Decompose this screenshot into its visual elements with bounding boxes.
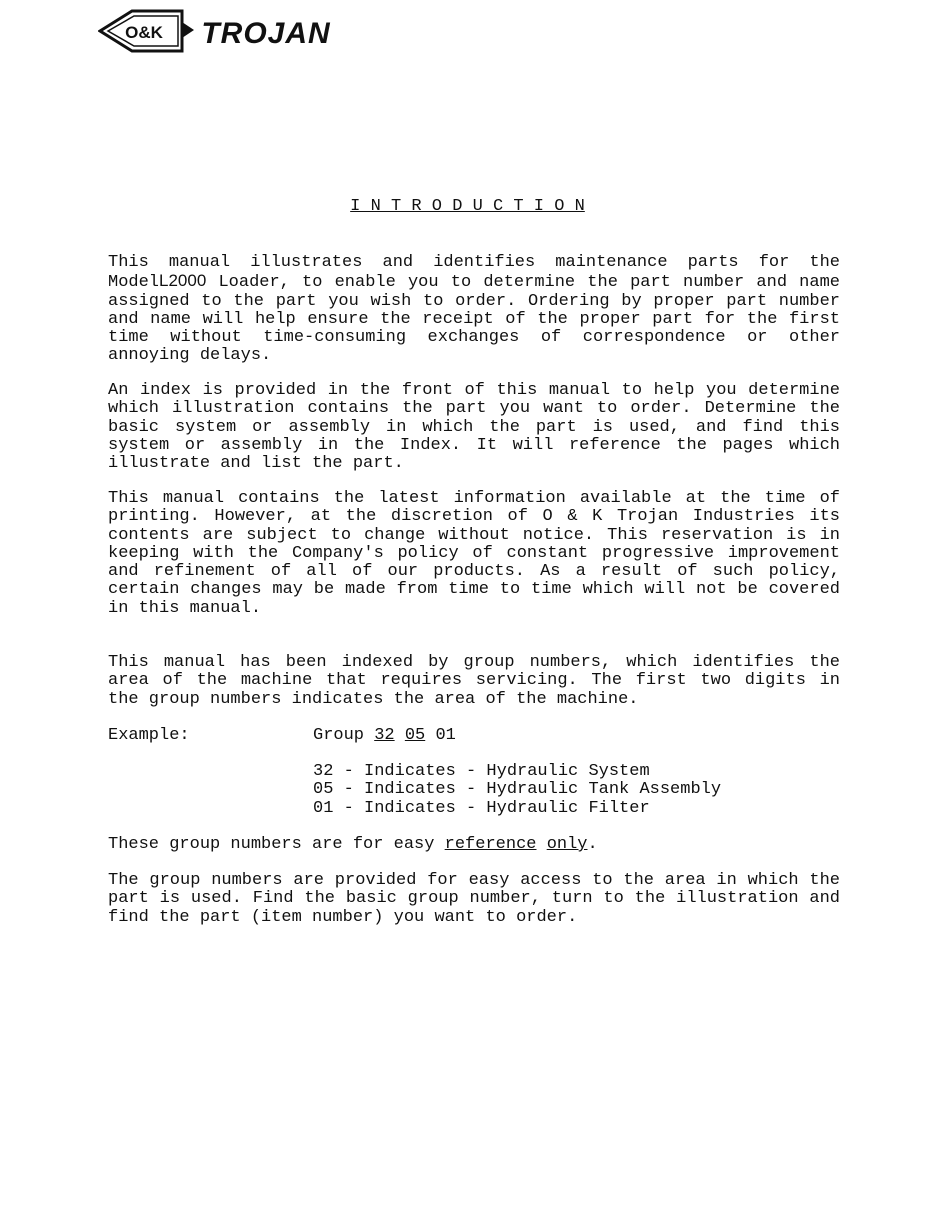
company-logo — [98, 8, 368, 54]
note-underlined-only: only — [546, 835, 588, 854]
logo-brand-text: TROJAN — [201, 17, 331, 50]
logo-badge-text: O&K — [125, 23, 163, 42]
example-group-a: 32 — [374, 726, 395, 745]
example-line: 05 - Indicates - Hydraulic Tank Assembly — [313, 780, 722, 800]
paragraph-intro-start: This manual illustrates and identifies maintenance parts for the Model — [108, 253, 840, 293]
paragraph-group-numbers: This manual has been indexed by group numbers, which identifies the area of the machine that requires servicing. The first two digits in the group numbers indicates the area of the machine. — [108, 653, 840, 709]
example-group-c: 01 — [435, 726, 456, 745]
model-number: L2000 — [159, 271, 207, 291]
note-space — [536, 835, 546, 854]
example-line: 01 - Indicates - Hydraulic Filter — [313, 798, 650, 818]
example-breakdown — [313, 763, 721, 818]
note-period: . — [587, 835, 598, 854]
note-text: These group numbers are for easy — [108, 835, 445, 854]
paragraph-intro-rest: Loader, to enable you to determine the part number and name assigned to the part you wish to order. Ordering by proper part number and name will help ensure the receipt of the proper part for the first time without time-consuming exchanges of correspondence or other annoying delays. — [108, 273, 840, 366]
paragraph-disclaimer: This manual contains the latest information available at the time of printing. However, at the discretion of O & K Trojan Industries its contents are subject to change without notice. This reservation is in keeping with the Company's policy of constant progressive improvement and refinement of all of our products. As a result of such policy, certain changes may be made from time to time which will not be covered in this manual. — [108, 489, 840, 618]
example-group-number — [313, 727, 456, 745]
ok-trojan-logo-graphic — [98, 8, 368, 54]
example-group-b: 05 — [404, 726, 426, 745]
example-label: Example: — [108, 726, 190, 745]
example-line: 32 - Indicates - Hydraulic System — [313, 762, 650, 781]
paragraph-group-access: The group numbers are provided for easy access to the area in which the part is used. Find the basic group number, turn to the illustration and find the part (item number) you want to order. — [108, 871, 840, 927]
paragraph-intro — [108, 254, 840, 366]
page-title-text: I N T R O D U C T I O N — [350, 197, 585, 216]
page-title — [0, 197, 935, 216]
paragraph-index: An index is provided in the front of this manual to help you determine which illustration contains the part you want to order. Determine the basic system or assembly in which the part is used, and find this system or assembly in the Index. It will reference the pages which illustrate and list the part. — [108, 381, 840, 474]
note-reference-only — [108, 836, 598, 854]
example-group-word: Group — [313, 726, 365, 745]
note-underlined-reference: reference — [444, 835, 537, 854]
